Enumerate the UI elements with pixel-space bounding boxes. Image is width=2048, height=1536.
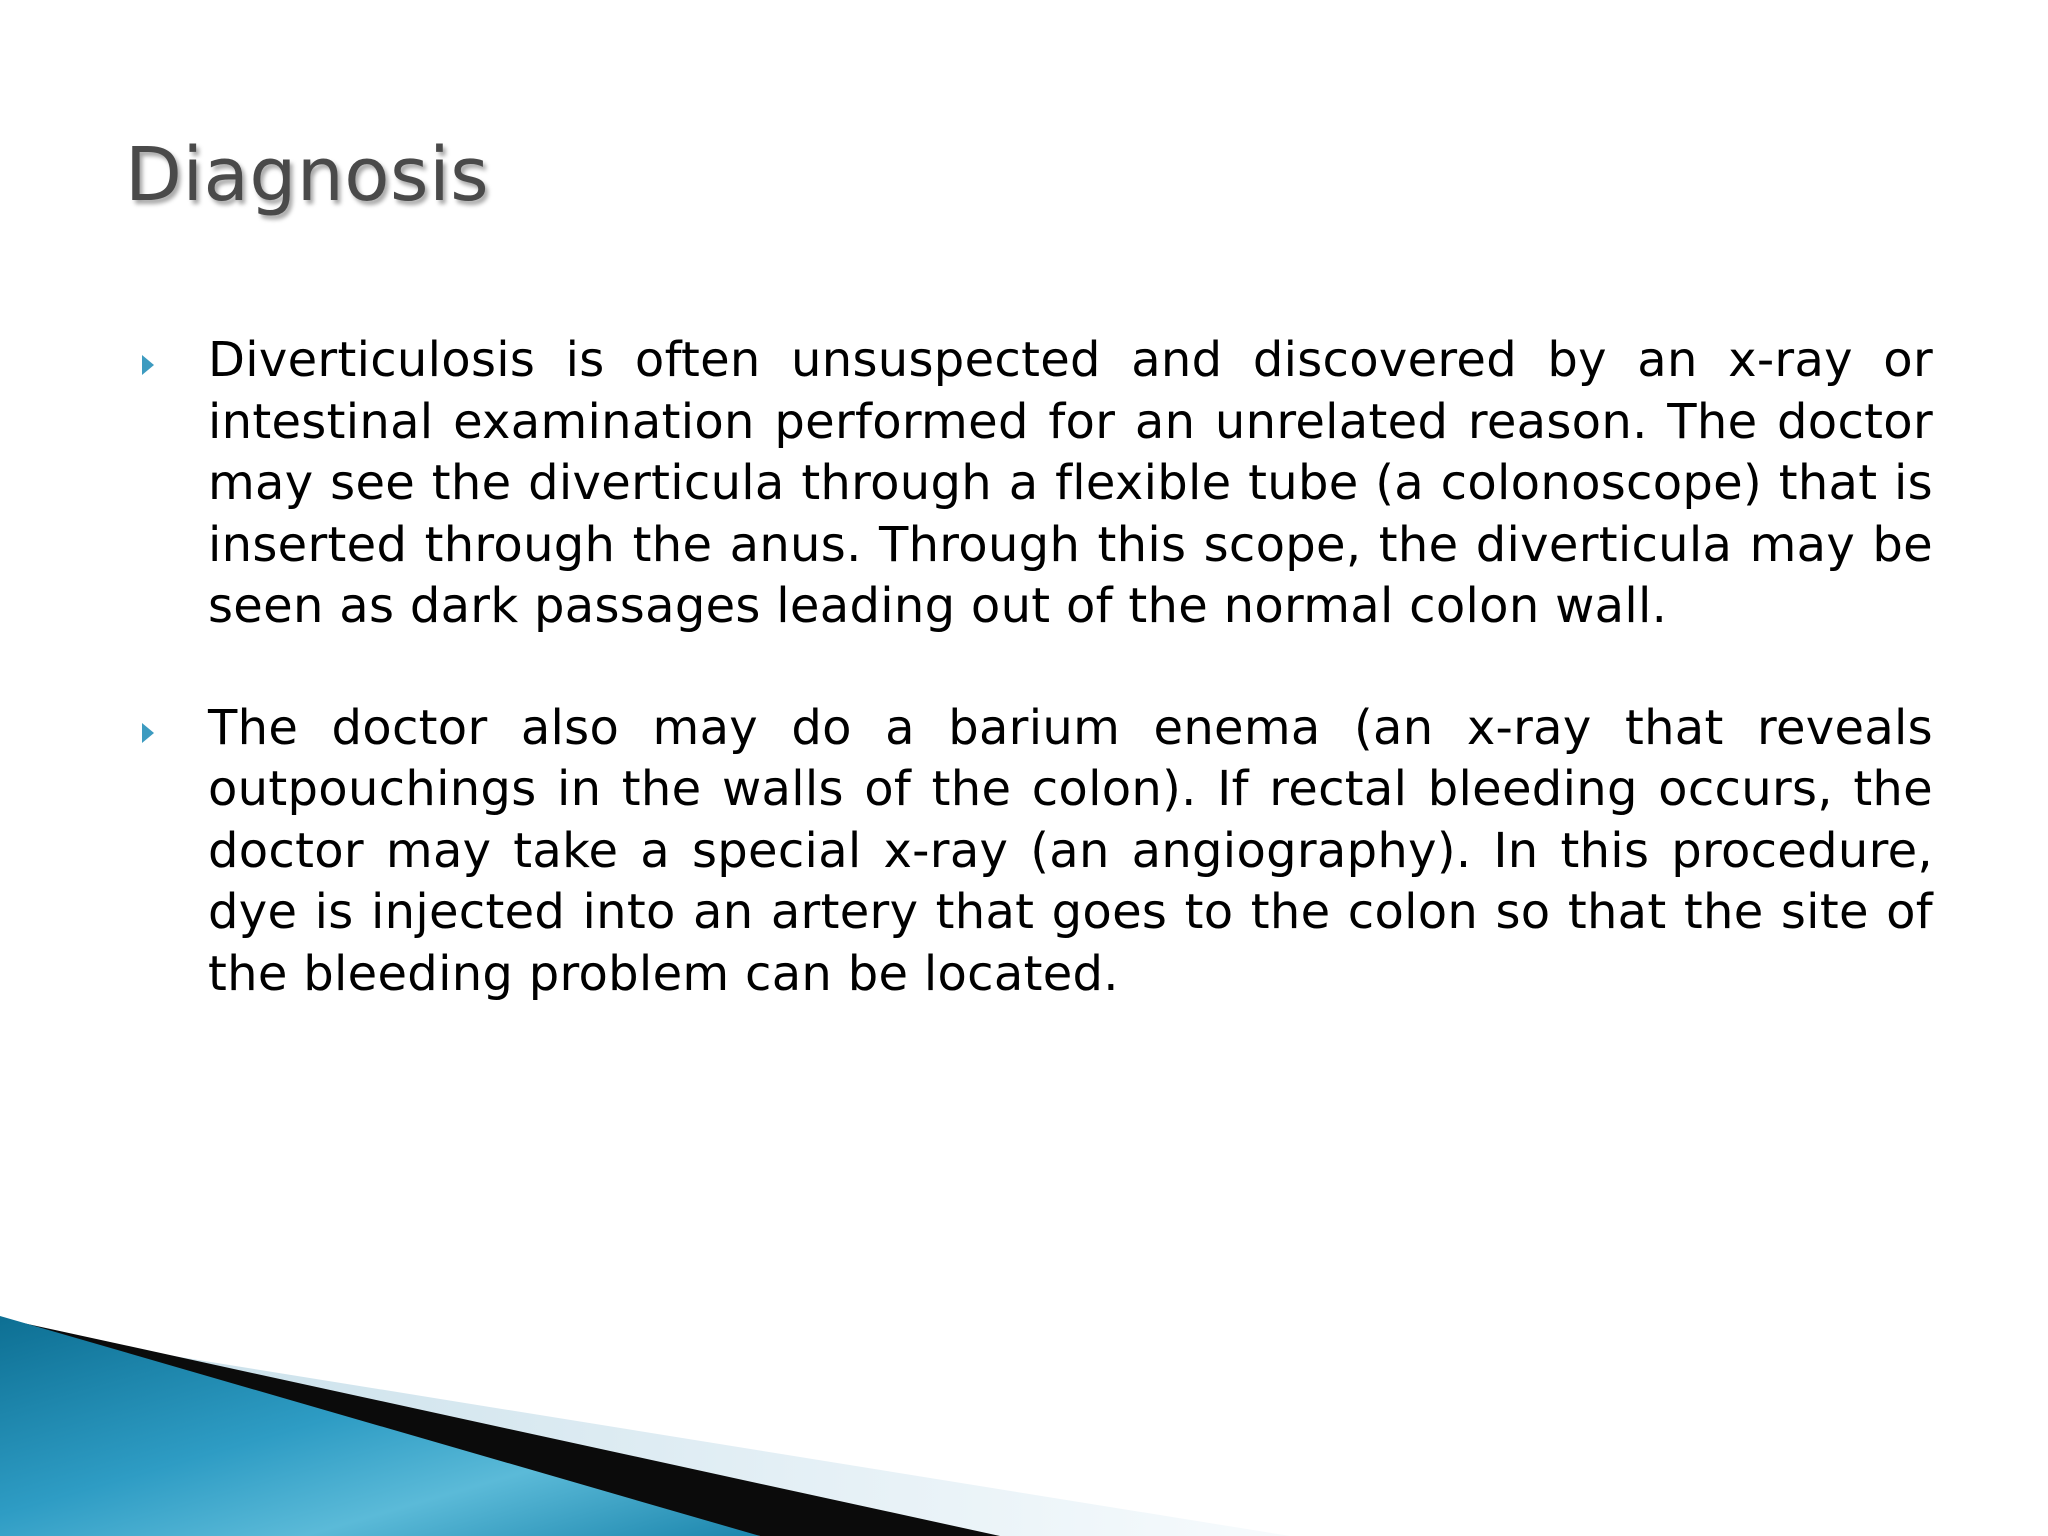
bullet-text: Diverticulosis is often unsuspected and discovered by an x-ray or intestinal examination performed for an unrelated reason. The doctor may see the diverticula through a flexible tube (a colonoscope) that is inserted through the anus. Through this scope, the diverticula may be seen as dark passages leading out of the normal colon wall. xyxy=(208,332,1933,634)
bullet-list xyxy=(140,330,1940,1065)
slide-title: Diagnosis xyxy=(125,132,490,218)
decorative-swoosh xyxy=(0,1276,2048,1536)
bullet-item xyxy=(140,330,1940,638)
triangle-bullet-icon xyxy=(140,330,208,376)
triangle-bullet-icon xyxy=(140,698,208,744)
bullet-text: The doctor also may do a barium enema (an x-ray that reveals outpouchings in the walls of the colon). If rectal bleeding occurs, the doctor may take a special x-ray (an angiography). In this procedure, dye is injected into an artery that goes to the colon so that the site of the bleeding problem can be located. xyxy=(208,699,1933,1002)
bullet-item xyxy=(140,698,1940,1006)
